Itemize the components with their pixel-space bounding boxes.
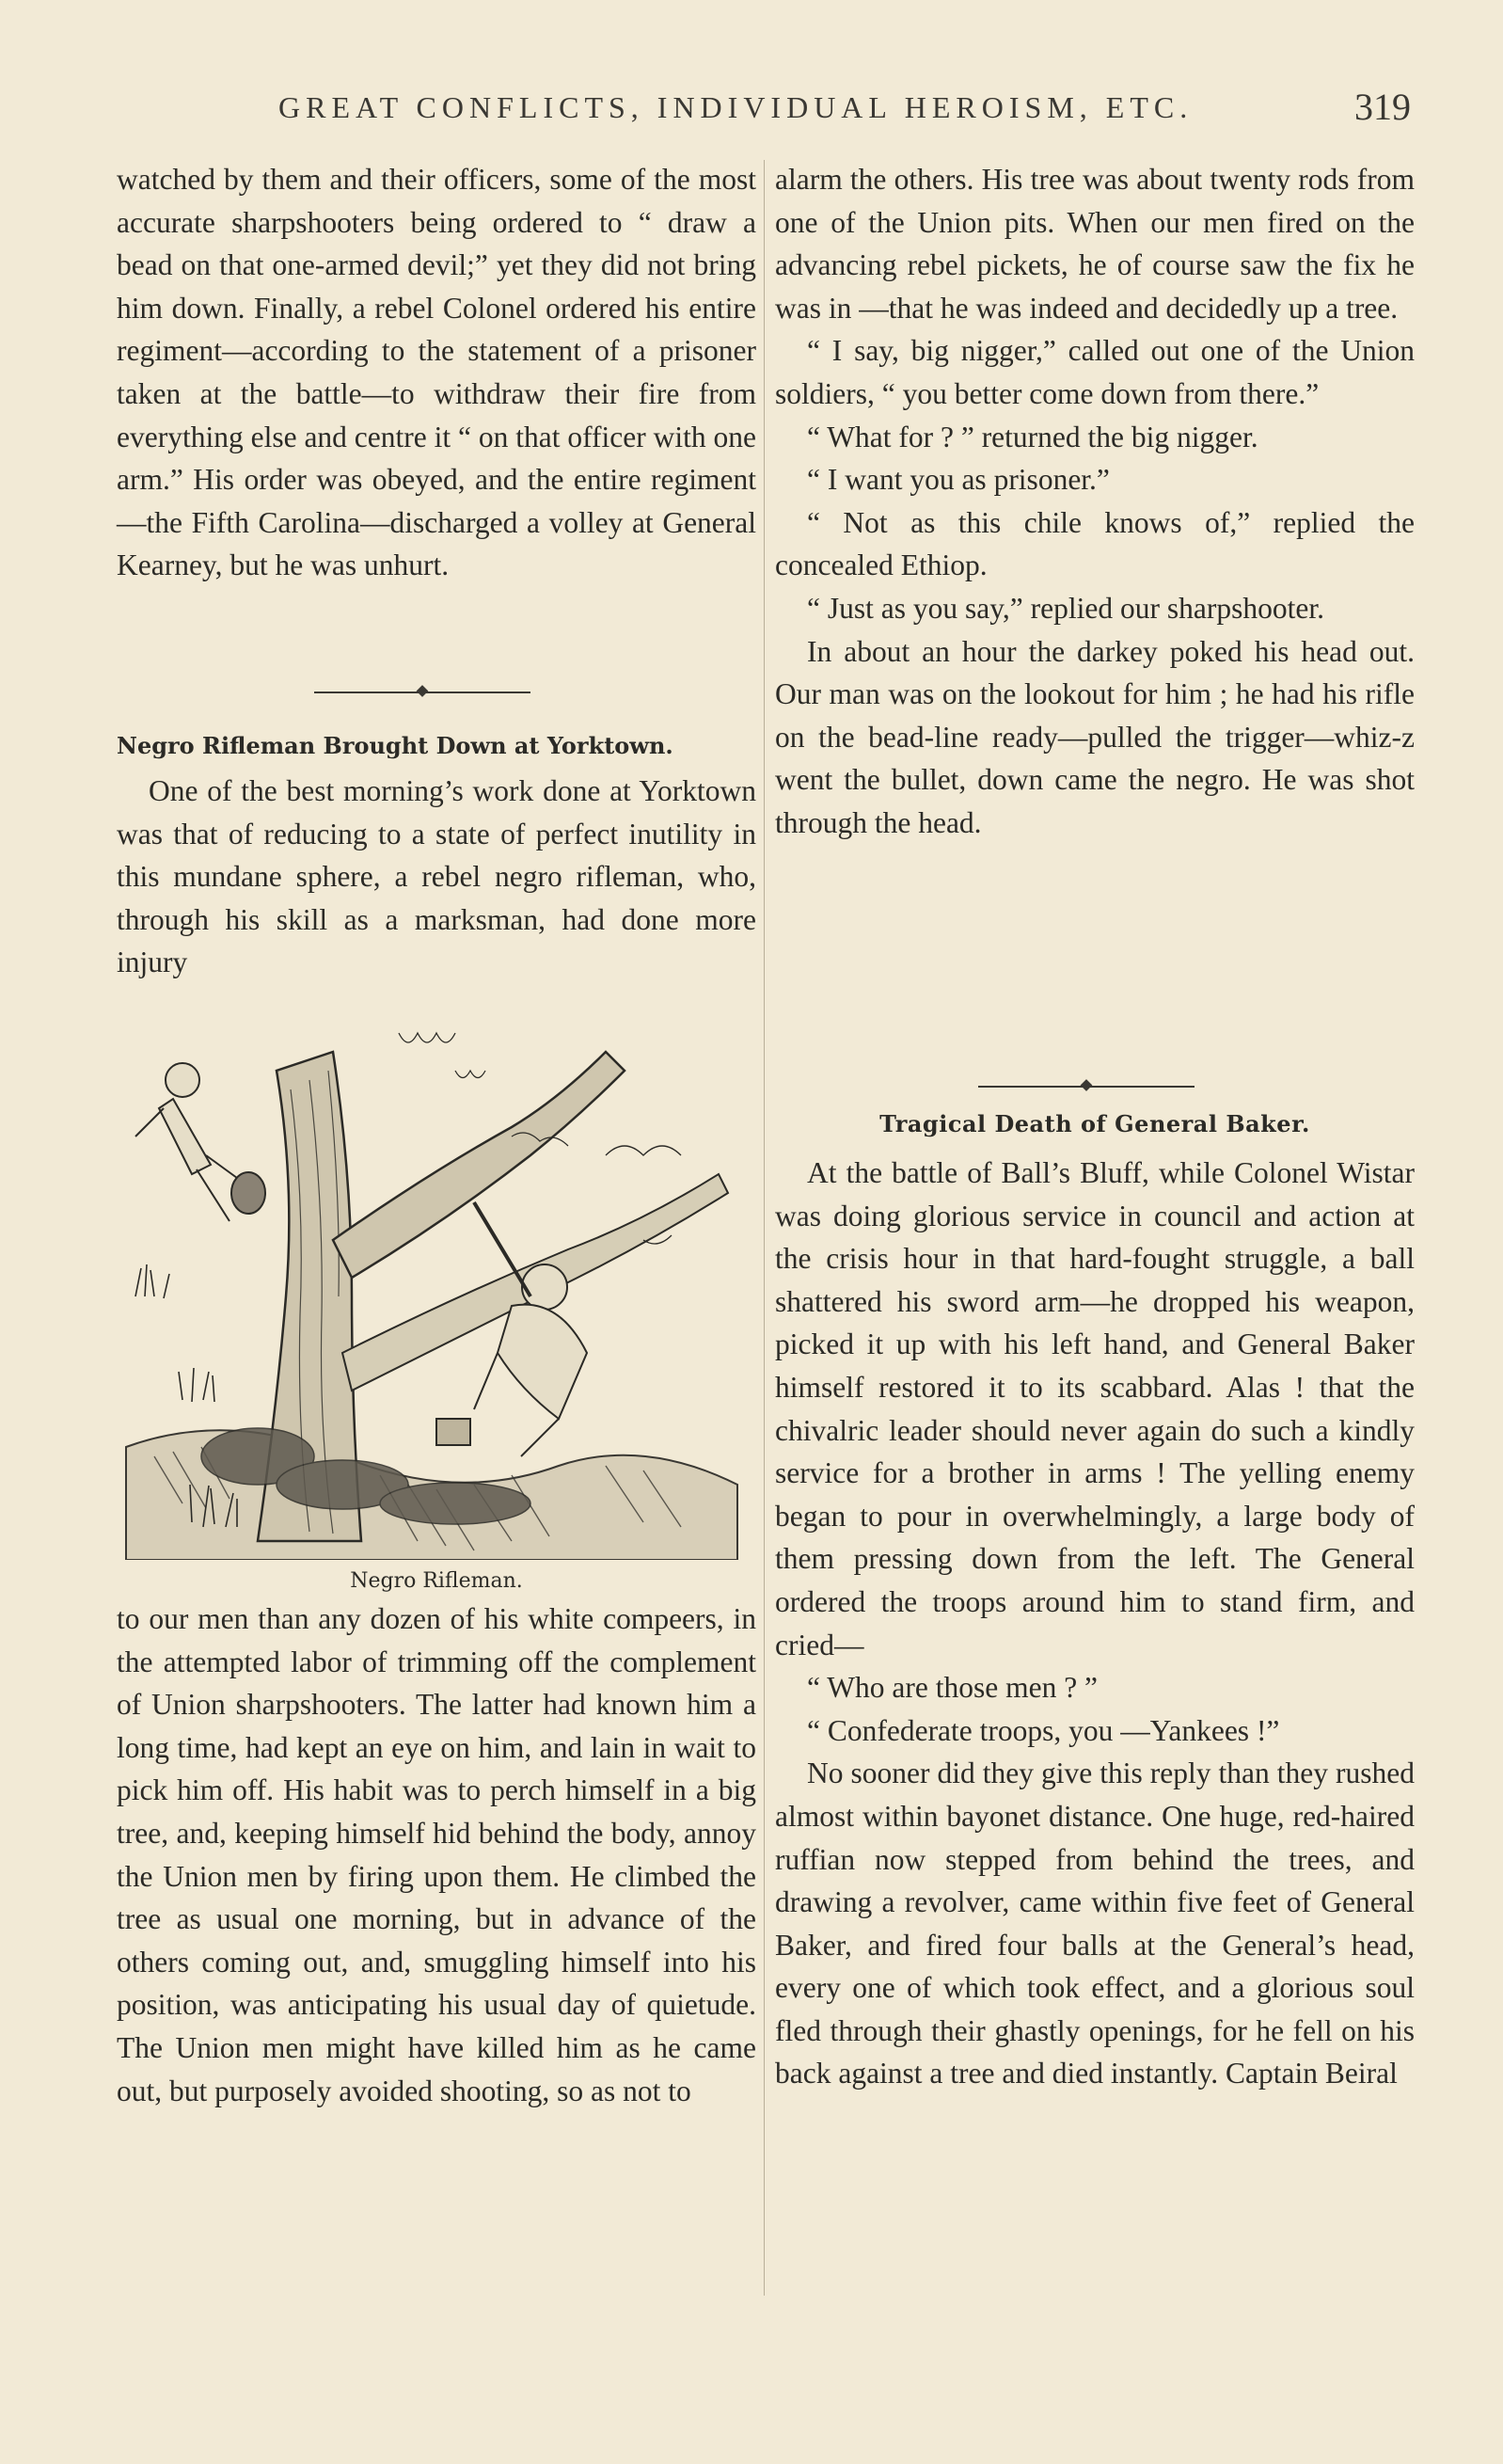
section-heading-right: Tragical Death of General Baker. [879,1110,1310,1137]
right-column-bottom [775,1152,1415,2095]
right-paragraph-2: “ I say, big nigger,” called out one of the Union soldiers, “ you better come down from there.” [775,334,1415,410]
right-paragraph-5: “ Not as this chile knows of,” replied the concealed Ethiop. [775,505,1415,582]
right-paragraph-11: No sooner did they give this reply than they rushed almost within bayonet distance. One huge, red-haired ruffian now stepped from behind the trees, and drawing a revolver, came within five feet of General Baker, and fired four balls at the General’s head, every one of which took effect, and a glorious soul fled through their ghastly openings, for he fell on his back against a tree and died instantly. Captain Beiral [775,1757,1415,2090]
left-column-middle [117,770,756,984]
left-paragraph-3: to our men than any dozen of his white compeers, in the attempted labor of trimming off the complement of Union sharpshooters. The latter had known him a long time, had kept an eye on him, and lain in wait to pick him off. His habit was to perch himself in a big tree, and, keeping himself hid behind the body, annoy the Union men by firing upon them. He climbed the tree as usual one morning, but in advance of the others coming out, and, smuggling himself into his position, was anticipating his usual day of quietude. The Union men might have killed him as he came out, but purposely avoided shooting, so as not to [117,1602,756,2107]
left-column-top [117,158,756,587]
page-number: 319 [1354,86,1411,128]
section-heading-left: Negro Rifleman Brought Down at Yorktown. [117,732,673,759]
section-divider-right [978,1086,1194,1088]
engraving-illustration [117,1014,756,1560]
right-paragraph-8: At the battle of Ball’s Bluff, while Colonel Wistar was doing glorious service in council and action at the crisis hour in that hard-fought struggle, a ball shattered his sword arm—he dropped his weapon, picked it up with his left hand, and General Baker himself restored it to its scabbard. Alas ! that the chivalric leader should never again do such a kindly service for a brother in arms ! The yelling enemy began to pour in overwhelmingly, a large body of them pressing down from the left. The General ordered the troops around him to stand firm, and cried— [775,1156,1415,1661]
right-paragraph-10: “ Confederate troops, you —Yankees !” [807,1713,1280,1747]
section-divider-left [314,692,530,693]
illustration-negro-rifleman [117,1014,756,1560]
right-paragraph-6: “ Just as you say,” replied our sharpshooter. [807,591,1324,625]
right-paragraph-3: “ What for ? ” returned the big nigger. [807,420,1258,453]
running-title: GREAT CONFLICTS, INDIVIDUAL HEROISM, ETC. [278,90,1194,124]
page-header [113,83,1411,130]
divider-ornament [1081,1079,1093,1091]
column-divider [764,160,765,2296]
left-paragraph-1: watched by them and their officers, some of the most accurate sharpshooters being ordered to “ draw a bead on that one-armed devil;” yet they did not bring him down. Finally, a rebel Colonel ordered his entire regiment—according to the statement of a prisoner taken at the battle—to withdraw their fire from everything else and centre it “ on that officer with one arm.” His order was obeyed, and the entire regiment—the Fifth Carolina—discharged a volley at General Kearney, but he was unhurt. [117,163,756,582]
right-paragraph-9: “ Who are those men ? ” [807,1671,1099,1705]
divider-ornament [417,685,429,697]
figure-caption: Negro Rifleman. [350,1569,523,1593]
right-paragraph-1: alarm the others. His tree was about twenty rods from one of the Union pits. When our men fired on the advancing rebel pickets, he of course saw the fix he was in —that he was indeed and decidedly up a tree. [775,163,1415,325]
right-column-top [775,158,1415,845]
right-paragraph-4: “ I want you as prisoner.” [807,463,1110,497]
right-paragraph-7: In about an hour the darkey poked his head out. Our man was on the lookout for him ; he had his rifle on the bead-line ready—pulled the trigger—whiz-z went the bullet, down came the negro. He was shot through the head. [775,634,1415,839]
left-paragraph-2: One of the best morning’s work done at Yorktown was that of reducing to a state of perfect inutility in this mundane sphere, a rebel negro rifleman, who, through his skill as a marksman, had done more injury [117,774,756,979]
left-column-bottom [117,1598,756,2112]
